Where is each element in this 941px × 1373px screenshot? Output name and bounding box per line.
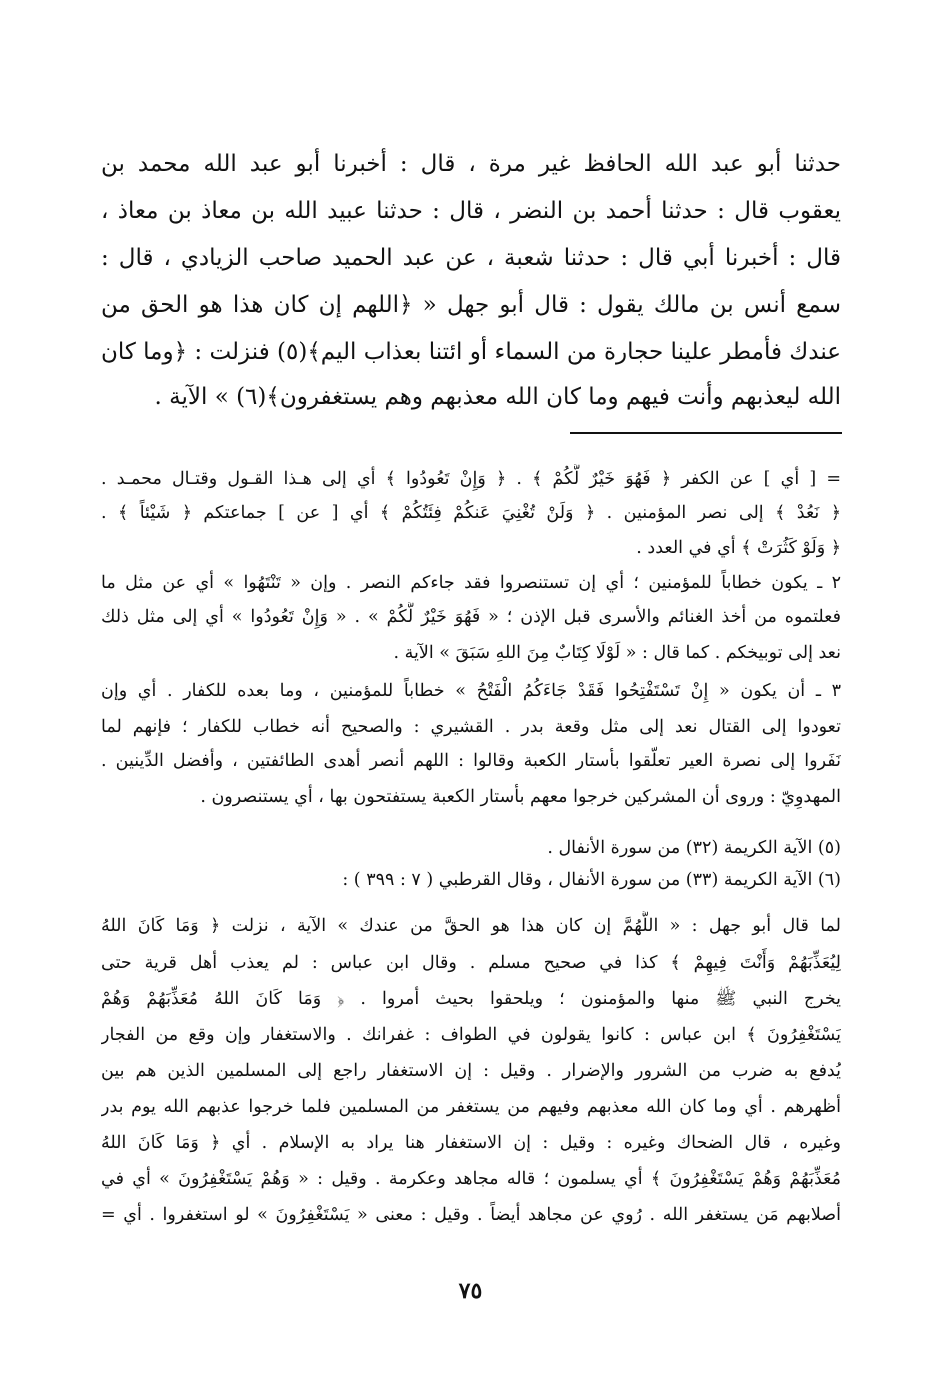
footnote-line: لِيُعَذِّبَهُمْ وَأَنْتَ فِيهِمْ ﴾ كذا في صحيح مسلم . وقال ابن عباس : لم يعذب أهل قرية حتى xyxy=(101,953,841,973)
footnote-line: نعد إلى توبيخكم . كما قال : « لَوْلَا كِتَابٌ مِنَ اللهِ سَبَقَ » الآية . xyxy=(393,643,841,663)
main-text-line: حدثنا أبو عبد الله الحافظ غير مرة ، قال : أخبرنا أبو عبد الله محمد بن xyxy=(101,151,841,177)
footnote-line: تعودوا إلى القتال نعد إلى مثل وقعة بدر . القشيري : والصحيح أنه خطاب للكفار ؛ فإنهم لما xyxy=(101,717,841,737)
footnote-line: المهدوِيّ : وروى أن المشركين خرجوا معهم بأستار الكعبة يستفتحون بها ، أي يستنصرون . xyxy=(200,787,841,807)
footnote-line: لما قال أبو جهل : « اللَّهُمَّ إن كان هذا هو الحقَّ من عندك » الآية ، نزلت ﴿ وَمَا كَانَ اللهُ xyxy=(101,916,841,936)
footnote-line: يخرج النبي ﷺ منها والمؤمنون ؛ ويلحقوا بحيث أمروا . ﴿ وَمَا كَانَ اللهُ مُعَذِّبَهُمْ وَهُمْ xyxy=(101,989,841,1009)
footnote-line: ٢ ـ يكون خطاباً للمؤمنين ؛ أي إن تستنصروا فقد جاءكم النصر . وإن « تَنْتَهُوا » أي عن مثل ما xyxy=(101,573,841,593)
main-text-line: عندك فأمطر علينا حجارة من السماء أو ائتنا بعذاب اليم﴾(٥) فنزلت : ﴿وما كان xyxy=(101,339,841,365)
footnote-line: يُدفع به ضرب من الشرور والإضرار . وقيل : إن الاستغفار راجع إلى المسلمين الذين هم بين xyxy=(101,1061,841,1081)
footnote-line: نَفَروا إلى نصرة العير تعلّقوا بأستار الكعبة وقالوا : اللهم أنصر أهدى الطائفتين ، وأفضل الدِّينين . xyxy=(101,751,841,771)
main-text-line: يعقوب قال : حدثنا أحمد بن النضر ، قال : حدثنا عبيد الله بن معاذ بن معاذ ، xyxy=(101,198,841,224)
footnote-line: أصلابهم مَن يستغفر الله . رُوي عن مجاهد أيضاً . وقيل : معنى « يَسْتَغْفِرُونَ » لو استغفروا . أي = xyxy=(101,1205,841,1225)
main-text-line: سمع أنس بن مالك يقول : قال أبو جهل « ﴿اللهم إن كان هذا هو الحق من xyxy=(101,292,841,318)
footnote-line: (٥) الآية الكريمة (٣٢) من سورة الأنفال . xyxy=(547,838,841,858)
footnote-line: وغيره ، قال الضحاك وغيره : وقيل : إن الاستغفار هنا يراد به الإسلام . أي ﴿ وَمَا كَانَ اللهُ xyxy=(101,1133,841,1153)
main-text-line: قال : أخبرنا أبي قال : حدثنا شعبة ، عن عبد الحميد صاحب الزيادي ، قال : xyxy=(101,245,841,271)
footnote-line: يَسْتَغْفِرُونَ ﴾ ابن عباس : كانوا يقولون في الطواف : غفرانك . والاستغفار وإن وقع من الفجار xyxy=(101,1025,841,1045)
footnote-line: (٦) الآية الكريمة (٣٣) من سورة الأنفال ، وقال القرطبي ( ٧ : ٣٩٩ ) : xyxy=(342,870,841,890)
footnote-line: = [ أي ] عن الكفر ﴿ فَهُوَ خَيْرٌ لَّكُمْ ﴾ . ﴿ وَإِنْ تَعُودُوا ﴾ أي إلى هـذا القـول وقتـال محمـد . xyxy=(101,469,841,489)
footnote-line: فعلتموه من أخذ الغنائم والأسرى قبل الإذن ؛ « فَهُوَ خَيْرٌ لَّكُمْ » . « وَإِنْ تَعُودُوا » أي إلى مثل ذلك xyxy=(101,607,841,627)
footnote-line: ٣ ـ أن يكون « إِنْ تَسْتَفْتِحُوا فَقَدْ جَاءَكُمُ الْفَتْحُ » خطاباً للمؤمنين ، وما بعده للكفار . أي وإن xyxy=(101,681,841,701)
footnote-separator xyxy=(570,432,842,434)
main-text-line: الله ليعذبهم وأنت فيهم وما كان الله معذبهم وهم يستغفرون﴾(٦) » الآية . xyxy=(154,384,841,410)
page-number: ٧٥ xyxy=(458,1278,483,1304)
footnote-line: مُعَذِّبَهُمْ وَهُمْ يَسْتَغْفِرُونَ ﴾ أي يسلمون ؛ قاله مجاهد وعكرمة . وقيل : « وَهُمْ يَسْتَغْفِرُونَ » أي في xyxy=(101,1169,841,1189)
footnote-line: ﴿ وَلَوْ كَثُرَتْ ﴾ أي في العدد . xyxy=(636,538,841,558)
footnote-line: أظهرهم . أي وما كان الله معذبهم وفيهم من يستغفر من المسلمين فلما خرجوا عذبهم الله يوم بدر xyxy=(101,1097,841,1117)
footnote-line: ﴿ نَعُدْ ﴾ إلى نصر المؤمنين . ﴿ وَلَنْ تُغْنِيَ عَنكُمْ فِئَتُكُمْ ﴾ أي [ عن ] جماعتكم ﴿ شَيْئاً ﴾ . xyxy=(101,503,841,523)
